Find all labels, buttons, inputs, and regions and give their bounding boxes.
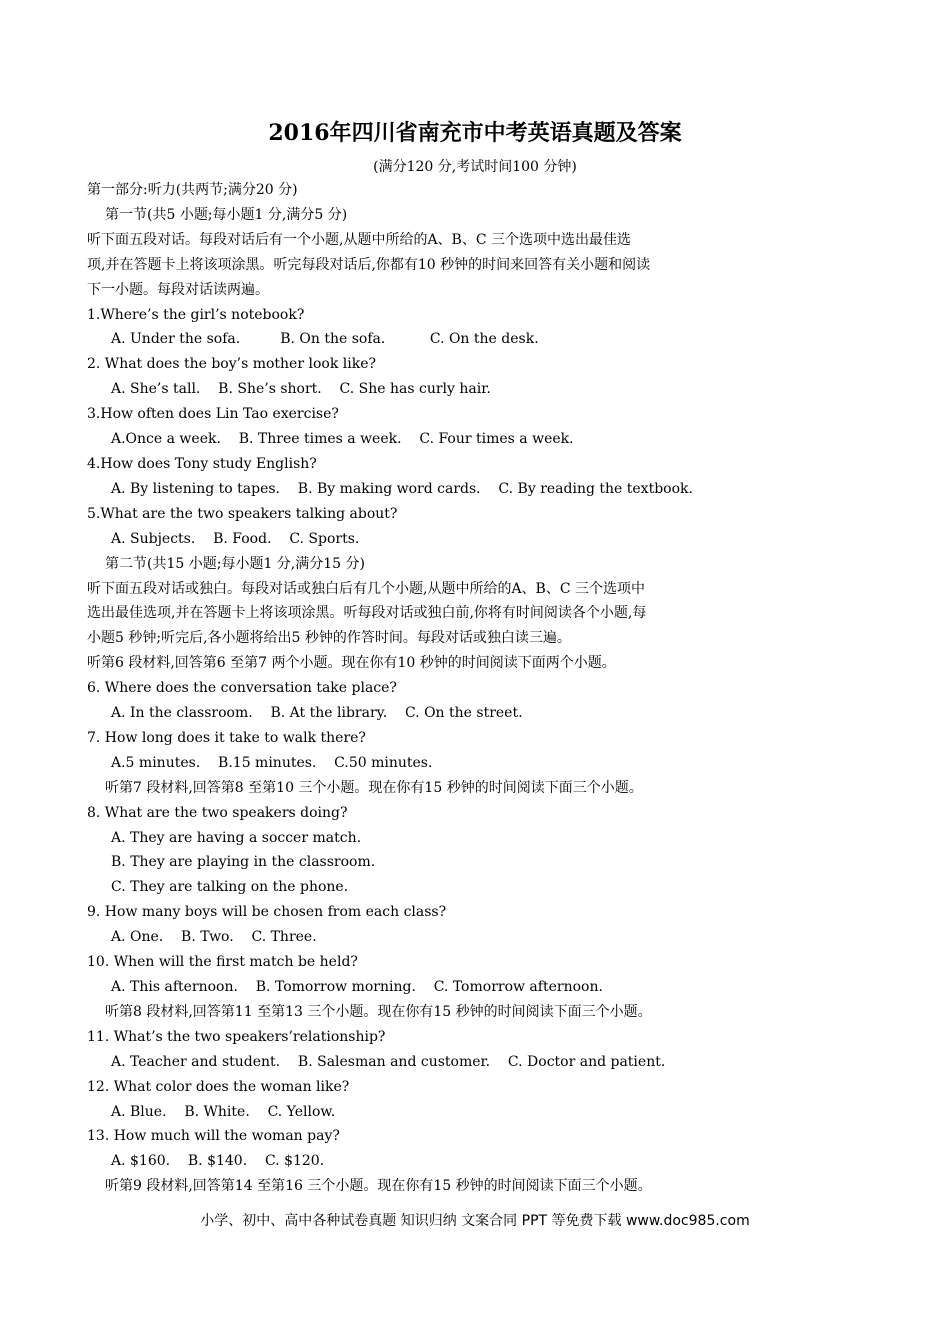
text-line: 7. How long does it take to walk there? xyxy=(87,729,366,746)
text-line: A. They are having a soccer match. xyxy=(111,829,362,846)
text-line: A. $160. B. $140. C. $120. xyxy=(111,1153,325,1170)
text-line: 听第6 段材料,回答第6 至第7 两个小题。现在你有10 秒钟的时间阅读下面两个小题。 xyxy=(87,655,616,672)
text-line: 听第7 段材料,回答第8 至第10 三个小题。现在你有15 秒钟的时间阅读下面三个小题。 xyxy=(105,779,643,796)
text-line: A. Teacher and student. B. Salesman and customer. C. Doctor and patient. xyxy=(111,1053,666,1070)
text-line: A.Once a week. B. Three times a week. C. Four times a week. xyxy=(111,431,574,448)
text-line: 第一节(共5 小题;每小题1 分,满分5 分) xyxy=(105,206,348,223)
text-line: 第二节(共15 小题;每小题1 分,满分15 分) xyxy=(105,555,365,572)
text-line: 1.Where’s the girl’s notebook? xyxy=(87,306,305,323)
text-line: 听第8 段材料,回答第11 至第13 三个小题。现在你有15 秒钟的时间阅读下面三个小题。 xyxy=(105,1003,652,1020)
text-line: 11. What’s the two speakers’relationship? xyxy=(87,1028,386,1045)
text-line: A. Blue. B. White. C. Yellow. xyxy=(111,1103,336,1120)
text-line: 听下面五段对话。每段对话后有一个小题,从题中所给的A、B、C 三个选项中选出最佳选 xyxy=(87,231,632,248)
text-line: 8. What are the two speakers doing? xyxy=(87,804,348,821)
exam-content xyxy=(87,178,917,1199)
text-line: A. One. B. Two. C. Three. xyxy=(111,929,317,946)
text-line: 9. How many boys will be chosen from each class? xyxy=(87,904,447,921)
text-line: 听下面五段对话或独白。每段对话或独白后有几个小题,从题中所给的A、B、C 三个选项中 xyxy=(87,580,646,597)
text-line: A. In the classroom. B. At the library. C. On the street. xyxy=(111,705,523,722)
text-line: 12. What color does the woman like? xyxy=(87,1078,350,1095)
text-line: B. They are playing in the classroom. xyxy=(111,854,376,871)
text-line: 3.How often does Lin Tao exercise? xyxy=(87,406,339,423)
text-line: 听第9 段材料,回答第14 至第16 三个小题。现在你有15 秒钟的时间阅读下面三个小题。 xyxy=(105,1178,652,1195)
text-line: A. By listening to tapes. B. By making word cards. C. By reading the textbook. xyxy=(111,480,693,497)
text-line: 选出最佳选项,并在答题卡上将该项涂黑。听每段对话或独白前,你将有时间阅读各个小题,每 xyxy=(87,605,647,622)
text-line: A. Subjects. B. Food. C. Sports. xyxy=(111,530,360,547)
text-line: 下一小题。每段对话读两遍。 xyxy=(87,281,269,298)
text-line: 4.How does Tony study English? xyxy=(87,455,317,472)
text-line: 项,并在答题卡上将该项涂黑。听完每段对话后,你都有10 秒钟的时间来回答有关小题和阅读 xyxy=(87,256,651,273)
text-line: A. She’s tall. B. She’s short. C. She has curly hair. xyxy=(111,381,491,398)
text-line: A. Under the sofa. B. On the sofa. C. On the desk. xyxy=(111,331,539,348)
page-title: 2016年四川省南充市中考英语真题及答案 xyxy=(268,120,682,146)
text-line: 6. Where does the conversation take place? xyxy=(87,680,397,697)
text-line: 2. What does the boy’s mother look like? xyxy=(87,356,376,373)
text-line: A. This afternoon. B. Tomorrow morning. C. Tomorrow afternoon. xyxy=(111,979,603,995)
text-line: 第一部分:听力(共两节;满分20 分) xyxy=(87,182,298,198)
text-line: 13. How much will the woman pay? xyxy=(87,1128,340,1145)
text-line: 5.What are the two speakers talking about? xyxy=(87,505,398,522)
page-footer: 小学、初中、高中各种试卷真题 知识归纳 文案合同 PPT 等免费下载 www.doc985.com xyxy=(200,1213,750,1229)
text-line: A.5 minutes. B.15 minutes. C.50 minutes. xyxy=(111,754,433,771)
text-line: C. They are talking on the phone. xyxy=(111,879,349,896)
text-line: 10. When will the first match be held? xyxy=(87,954,358,971)
exam-info: (满分120 分,考试时间100 分钟) xyxy=(373,159,577,175)
text-line: 小题5 秒钟;听完后,各小题将给出5 秒钟的作答时间。每段对话或独白读三遍。 xyxy=(87,630,571,647)
